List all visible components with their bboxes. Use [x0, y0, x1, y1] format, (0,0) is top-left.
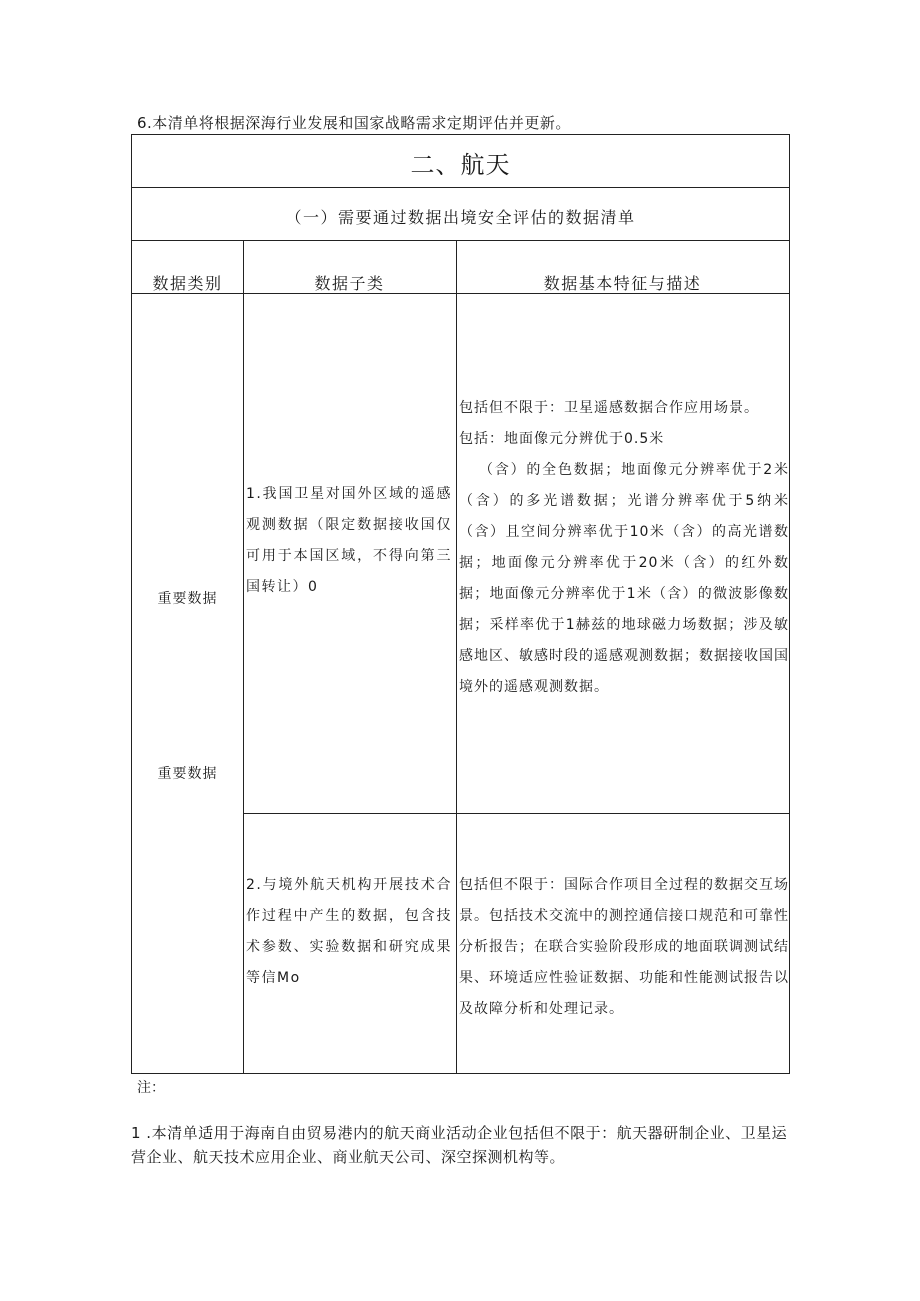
table-rule [132, 240, 789, 241]
description-line: （含）的全色数据；地面像元分辨率优于2米（含）的多光谱数据；光谱分辨率优于5纳米（含）且空间分辨率优于10米（含）的高光谱数据；地面像元分辨率优于20米（含）的红外数据；地面像元分辨率优于1米（含）的微波影像数据；采样率优于1赫兹的地球磁力场数据；涉及敏感地区、敏感时段的遥感观测数据；数据接收国国境外的遥感观测数据。 [459, 462, 789, 695]
header-category: 数据类别 [152, 274, 223, 293]
description-cell [459, 870, 789, 1025]
top-note: 6.本清单将根据深海行业发展和国家战略需求定期评估并更新。 [137, 114, 571, 132]
data-list-table [131, 134, 790, 1074]
description-line: 包括但不限于：国际合作项目全过程的数据交互场景。包括技术交流中的测控通信接口规范和可靠性分析报告；在联合实验阶段形成的地面联调测试结果、环境适应性验证数据、功能和性能测试报告以及故障分析和处理记录。 [459, 877, 789, 1017]
table-rule [243, 240, 244, 1073]
table-rule [132, 187, 789, 188]
bottom-note: 1 .本清单适用于海南自由贸易港内的航天商业活动企业包括但不限于：航天器研制企业、卫星运营企业、航天技术应用企业、商业航天公司、深空探测机构等。 [131, 1124, 788, 1166]
subcategory-cell: 2.与境外航天机构开展技术合作过程中产生的数据，包含技术参数、实验数据和研究成果等信Mo [246, 877, 452, 986]
header-description: 数据基本特征与描述 [543, 274, 702, 293]
category-label: 重要数据 [157, 591, 218, 607]
description-line: 包括但不限于：卫星遥感数据合作应用场景。 [459, 400, 759, 416]
subcategory-cell: 1.我国卫星对国外区域的遥感观测数据（限定数据接收国仅可用于本国区域，不得向第三国转让）0 [246, 486, 452, 595]
section-subtitle: （一）需要通过数据出境安全评估的数据清单 [285, 208, 636, 227]
category-label: 重要数据 [157, 766, 218, 782]
header-subcategory: 数据子类 [314, 274, 385, 293]
table-rule [456, 240, 457, 1073]
table-rule [243, 813, 789, 814]
section-title: 二、航天 [410, 151, 511, 179]
description-line: 包括：地面像元分辨优于0.5米 [459, 431, 665, 447]
description-cell [459, 393, 789, 703]
note-label: 注： [137, 1080, 165, 1096]
